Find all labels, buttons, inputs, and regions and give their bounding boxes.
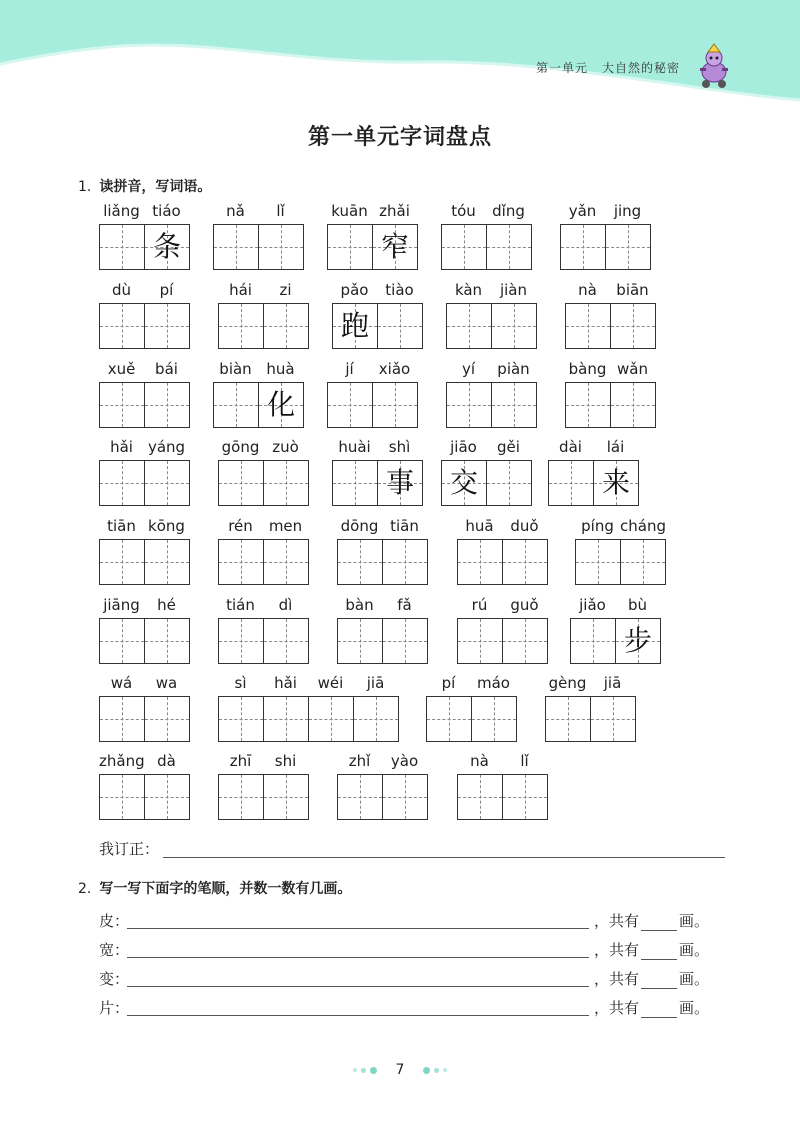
tianzige-cell[interactable] (338, 540, 383, 584)
tianzige-box-group (99, 618, 190, 664)
pinyin-syllable: tiào (385, 281, 414, 299)
tianzige-cell[interactable] (100, 697, 145, 741)
tianzige-cell[interactable] (100, 619, 145, 663)
pinyin-syllable: jí (345, 360, 354, 378)
pinyin-syllable: jing (613, 202, 642, 220)
pinyin-syllable: hǎi (110, 438, 133, 456)
pinyin-syllable: cháng (620, 517, 666, 535)
pinyin-syllable: bái (155, 360, 178, 378)
tianzige-box-group (332, 303, 423, 349)
tianzige-cell[interactable] (145, 540, 189, 584)
tianzige-cell[interactable] (373, 225, 417, 269)
pinyin-syllable: piàn (497, 360, 530, 378)
tianzige-cell[interactable] (264, 619, 308, 663)
pinyin-syllable: hái (229, 281, 252, 299)
tianzige-box-group (99, 460, 190, 506)
mascot-icon (694, 42, 734, 92)
tianzige-cell[interactable] (214, 383, 259, 427)
pinyin-syllable: nǎ (226, 202, 245, 220)
tianzige-cell[interactable] (100, 461, 145, 505)
footer-dots-right-icon (421, 1062, 449, 1078)
tianzige-box-group (560, 224, 651, 270)
pinyin-syllable: jiàn (499, 281, 528, 299)
tianzige-cell[interactable] (338, 775, 383, 819)
pinyin-syllable: rén (228, 517, 253, 535)
tianzige-cell[interactable] (594, 461, 638, 505)
tianzige-cell[interactable] (616, 619, 660, 663)
tianzige-cell[interactable] (492, 383, 536, 427)
pinyin-syllable: lái (606, 438, 625, 456)
stroke-char: 皮： (99, 912, 130, 930)
given-character: 化 (266, 388, 295, 421)
tianzige-box-group (332, 460, 423, 506)
stroke-char: 宽： (99, 941, 130, 959)
footer-dots-left-icon (351, 1062, 379, 1078)
tianzige-box-group (441, 460, 532, 506)
unit-label: 画。 (679, 941, 710, 959)
pinyin-syllable: duǒ (510, 517, 539, 535)
tianzige-cell[interactable] (100, 225, 145, 269)
tianzige-cell[interactable] (100, 304, 145, 348)
pinyin-syllable: tiān (107, 517, 136, 535)
tianzige-box-group (446, 303, 537, 349)
pinyin-syllable: gèng (548, 674, 587, 692)
tianzige-cell[interactable] (458, 619, 503, 663)
tianzige-cell[interactable] (264, 304, 308, 348)
stroke-order-line[interactable] (127, 1015, 589, 1016)
pinyin-syllable: jiā (366, 674, 385, 692)
question-1-number: 1. (78, 179, 92, 195)
tianzige-cell[interactable] (259, 225, 303, 269)
tianzige-cell[interactable] (571, 619, 616, 663)
stroke-count-blank[interactable] (641, 972, 677, 989)
stroke-order-line[interactable] (127, 986, 589, 987)
tianzige-cell[interactable] (591, 697, 635, 741)
pinyin-syllable: tóu (451, 202, 476, 220)
tianzige-box-group (218, 774, 309, 820)
tianzige-cell[interactable] (487, 225, 531, 269)
pinyin-syllable: pí (159, 281, 174, 299)
tianzige-box-group (218, 460, 309, 506)
pinyin-syllable: jiā (603, 674, 622, 692)
pinyin-syllable: guǒ (510, 596, 539, 614)
unit-label: 画。 (679, 912, 710, 930)
pinyin-syllable: pí (441, 674, 456, 692)
tianzige-cell[interactable] (427, 697, 472, 741)
question-2-text: 写一写下面字的笔顺，并数一数有几画。 (99, 881, 352, 897)
tianzige-box-group (327, 224, 418, 270)
tianzige-cell[interactable] (566, 304, 611, 348)
pinyin-syllable: liǎng (103, 202, 140, 220)
tianzige-box-group (457, 539, 548, 585)
tianzige-cell[interactable] (145, 225, 189, 269)
tianzige-box-group (99, 303, 190, 349)
tianzige-cell[interactable] (503, 775, 547, 819)
tianzige-cell[interactable] (472, 697, 516, 741)
pinyin-syllable: zhǐ (348, 752, 371, 770)
tianzige-cell[interactable] (447, 304, 492, 348)
question-2-number: 2. (78, 881, 92, 897)
tianzige-cell[interactable] (145, 461, 189, 505)
tianzige-cell[interactable] (328, 383, 373, 427)
pinyin-syllable: bàng (568, 360, 607, 378)
tianzige-cell[interactable] (333, 304, 378, 348)
tianzige-cell[interactable] (100, 540, 145, 584)
tianzige-cell[interactable] (611, 383, 655, 427)
pinyin-syllable: rú (471, 596, 488, 614)
given-character: 条 (152, 230, 181, 263)
correction-label: 我订正： (99, 840, 160, 858)
tianzige-box-group (99, 224, 190, 270)
unit-theme: 大自然的秘密 (602, 61, 681, 75)
tianzige-cell[interactable] (442, 225, 487, 269)
pinyin-syllable: zhī (229, 752, 252, 770)
tianzige-cell[interactable] (264, 697, 309, 741)
tianzige-cell[interactable] (606, 225, 650, 269)
tianzige-cell[interactable] (219, 697, 264, 741)
tianzige-box-group (457, 618, 548, 664)
total-label: ，共有 (594, 970, 640, 988)
pinyin-syllable: tián (226, 596, 255, 614)
tianzige-cell[interactable] (338, 619, 383, 663)
total-label: ，共有 (594, 941, 640, 959)
tianzige-cell[interactable] (264, 775, 308, 819)
tianzige-box-group (548, 460, 639, 506)
tianzige-box-group (426, 696, 517, 742)
tianzige-cell[interactable] (546, 697, 591, 741)
tianzige-cell[interactable] (458, 540, 503, 584)
tianzige-cell[interactable] (219, 304, 264, 348)
pinyin-syllable: zi (279, 281, 292, 299)
tianzige-box-group (99, 696, 190, 742)
tianzige-cell[interactable] (561, 225, 606, 269)
pinyin-syllable: yào (390, 752, 419, 770)
tianzige-box-group (441, 224, 532, 270)
header-unit-label (536, 59, 680, 76)
pinyin-syllable: dù (111, 281, 132, 299)
tianzige-cell[interactable] (309, 697, 354, 741)
tianzige-cell[interactable] (503, 540, 547, 584)
stroke-char: 片： (99, 999, 130, 1017)
question-2-title (78, 878, 351, 898)
tianzige-cell[interactable] (259, 383, 303, 427)
pinyin-syllable: zhǎi (379, 202, 410, 220)
correction-line[interactable] (163, 857, 725, 858)
unit-label: 画。 (679, 999, 710, 1017)
pinyin-syllable: hǎi (274, 674, 297, 692)
given-character: 交 (449, 466, 478, 499)
pinyin-syllable: dǐng (492, 202, 525, 220)
tianzige-cell[interactable] (264, 540, 308, 584)
pinyin-syllable: shi (274, 752, 297, 770)
total-label: ，共有 (594, 999, 640, 1017)
tianzige-box-group (575, 539, 666, 585)
given-character: 跑 (340, 309, 369, 342)
pinyin-syllable: zhǎng (99, 752, 145, 770)
pinyin-syllable: hé (157, 596, 176, 614)
tianzige-cell[interactable] (145, 304, 189, 348)
tianzige-cell[interactable] (100, 775, 145, 819)
tianzige-cell[interactable] (447, 383, 492, 427)
pinyin-syllable: yáng (147, 438, 186, 456)
pinyin-syllable: tiān (390, 517, 419, 535)
pinyin-syllable: wéi (317, 674, 344, 692)
pinyin-syllable: fǎ (397, 596, 412, 614)
pinyin-syllable: wa (155, 674, 178, 692)
pinyin-syllable: kuān (331, 202, 368, 220)
pinyin-syllable: dōng (340, 517, 379, 535)
tianzige-cell[interactable] (328, 225, 373, 269)
tianzige-cell[interactable] (576, 540, 621, 584)
pinyin-syllable: zuò (272, 438, 299, 456)
page-title: 第一单元字词盘点 (307, 124, 492, 150)
tianzige-cell[interactable] (219, 619, 264, 663)
stroke-count-blank[interactable] (641, 943, 677, 960)
tianzige-cell[interactable] (621, 540, 665, 584)
tianzige-box-group (565, 382, 656, 428)
tianzige-cell[interactable] (219, 461, 264, 505)
tianzige-box-group (565, 303, 656, 349)
stroke-char: 变： (99, 970, 130, 988)
tianzige-box-group (218, 696, 399, 742)
pinyin-syllable: huà (266, 360, 295, 378)
page-number: 7 (395, 1062, 405, 1078)
pinyin-syllable: dà (157, 752, 176, 770)
pinyin-syllable: kōng (148, 517, 185, 535)
pinyin-syllable: xuě (107, 360, 136, 378)
pinyin-syllable: lǐ (276, 202, 285, 220)
question-1-text: 读拼音，写词语。 (99, 179, 212, 195)
pinyin-syllable: wǎn (617, 360, 648, 378)
given-character: 事 (385, 466, 414, 499)
tianzige-box-group (337, 774, 428, 820)
tianzige-box-group (99, 774, 190, 820)
pinyin-syllable: máo (477, 674, 510, 692)
pinyin-syllable: dì (278, 596, 293, 614)
pinyin-syllable: jiāo (450, 438, 477, 456)
pinyin-syllable: kàn (454, 281, 483, 299)
tianzige-cell[interactable] (383, 619, 427, 663)
tianzige-box-group (213, 224, 304, 270)
stroke-count-blank[interactable] (641, 1001, 677, 1018)
tianzige-cell[interactable] (566, 383, 611, 427)
tianzige-cell[interactable] (145, 383, 189, 427)
tianzige-box-group (99, 382, 190, 428)
pinyin-syllable: huài (338, 438, 371, 456)
tianzige-box-group (327, 382, 418, 428)
tianzige-box-group (545, 696, 636, 742)
pinyin-syllable: nà (578, 281, 597, 299)
tianzige-cell[interactable] (373, 383, 417, 427)
pinyin-syllable: bù (627, 596, 648, 614)
pinyin-syllable: gōng (221, 438, 260, 456)
tianzige-cell[interactable] (378, 304, 422, 348)
pinyin-syllable: xiǎo (378, 360, 411, 378)
tianzige-box-group (218, 618, 309, 664)
tianzige-cell[interactable] (503, 619, 547, 663)
pinyin-syllable: huā (465, 517, 494, 535)
pinyin-syllable: jiǎo (579, 596, 606, 614)
pinyin-syllable: lǐ (520, 752, 529, 770)
tianzige-cell[interactable] (354, 697, 398, 741)
given-character: 来 (601, 466, 630, 499)
question-1-title (78, 176, 211, 196)
tianzige-cell[interactable] (100, 383, 145, 427)
tianzige-cell[interactable] (383, 540, 427, 584)
tianzige-cell[interactable] (145, 775, 189, 819)
pinyin-syllable: jiāng (103, 596, 140, 614)
tianzige-box-group (218, 539, 309, 585)
tianzige-cell[interactable] (492, 304, 536, 348)
page-footer (0, 1062, 800, 1078)
total-label: ，共有 (594, 912, 640, 930)
tianzige-cell[interactable] (214, 225, 259, 269)
stroke-count-blank[interactable] (641, 914, 677, 931)
tianzige-cell[interactable] (378, 461, 422, 505)
pinyin-syllable: pǎo (340, 281, 369, 299)
pinyin-syllable: yǎn (568, 202, 597, 220)
header-wave-banner (0, 0, 800, 110)
unit-number: 第一单元 (536, 61, 589, 75)
given-character: 步 (623, 624, 652, 657)
tianzige-box-group (337, 618, 428, 664)
tianzige-cell[interactable] (458, 775, 503, 819)
tianzige-cell[interactable] (219, 540, 264, 584)
pinyin-syllable: bàn (345, 596, 374, 614)
tianzige-cell[interactable] (549, 461, 594, 505)
unit-label: 画。 (679, 970, 710, 988)
pinyin-syllable: yí (461, 360, 476, 378)
given-character: 窄 (380, 230, 409, 263)
pinyin-syllable: biān (616, 281, 649, 299)
tianzige-cell[interactable] (383, 775, 427, 819)
tianzige-cell[interactable] (145, 619, 189, 663)
tianzige-box-group (337, 539, 428, 585)
tianzige-cell[interactable] (611, 304, 655, 348)
tianzige-cell[interactable] (145, 697, 189, 741)
pinyin-syllable: wá (110, 674, 133, 692)
tianzige-box-group (446, 382, 537, 428)
tianzige-cell[interactable] (219, 775, 264, 819)
tianzige-box-group (213, 382, 304, 428)
pinyin-syllable: gěi (497, 438, 520, 456)
tianzige-box-group (99, 539, 190, 585)
tianzige-box-group (457, 774, 548, 820)
tianzige-cell[interactable] (487, 461, 531, 505)
pinyin-syllable: píng (581, 517, 614, 535)
pinyin-syllable: dài (559, 438, 582, 456)
pinyin-syllable: tiáo (152, 202, 181, 220)
pinyin-syllable: biàn (219, 360, 252, 378)
tianzige-cell[interactable] (442, 461, 487, 505)
tianzige-box-group (570, 618, 661, 664)
pinyin-syllable: sì (234, 674, 247, 692)
tianzige-cell[interactable] (264, 461, 308, 505)
pinyin-syllable: nà (470, 752, 489, 770)
pinyin-syllable: men (268, 517, 303, 535)
stroke-order-line[interactable] (127, 928, 589, 929)
stroke-order-line[interactable] (127, 957, 589, 958)
tianzige-box-group (218, 303, 309, 349)
pinyin-syllable: shì (388, 438, 411, 456)
tianzige-cell[interactable] (333, 461, 378, 505)
